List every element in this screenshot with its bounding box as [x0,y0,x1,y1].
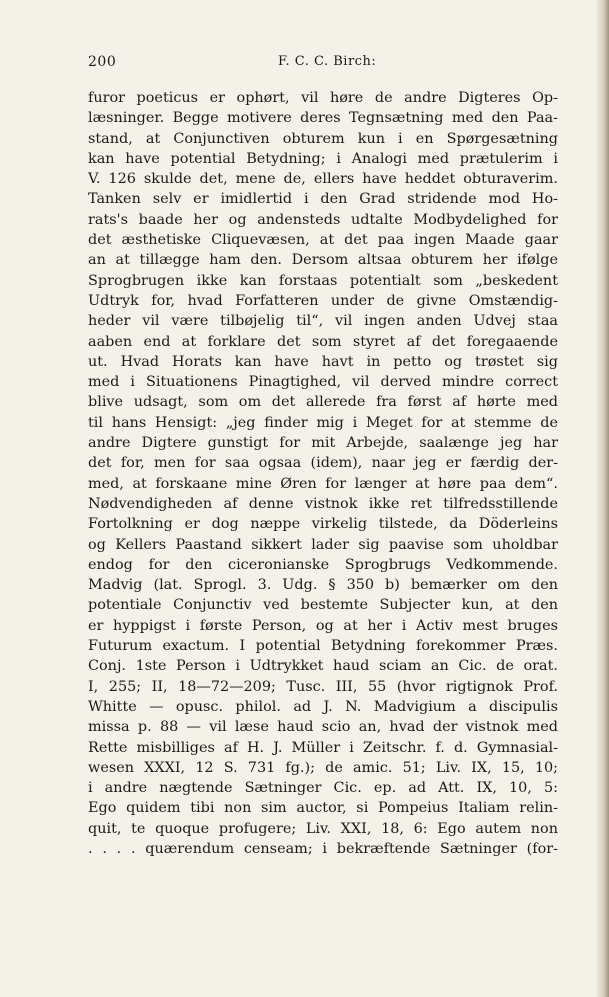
text-line: endog for den ciceronianske Sprogbrugs Vedkommende. [88,556,558,573]
text-line: Fortolkning er dog næppe virkelig tilstede, da Döderleins [88,516,558,533]
text-line: an at tillægge ham den. Dersom altsaa obturem her ifølge [88,252,558,269]
text-line: V. 126 skulde det, mene de, ellers have heddet obturaverim. [88,171,558,188]
text-line: missa p. 88 — vil læse haud scio an, hvad der vistnok med [88,719,558,736]
text-line: i andre nægtende Sætninger Cic. ep. ad Att. IX, 10, 5: [88,780,558,797]
body-text [88,88,558,859]
page-header [88,54,558,74]
text-line: er hyppigst i første Person, og at her i Activ mest bruges [88,617,558,634]
text-line: Tanken selv er imidlertid i den Grad stridende mod Ho- [88,191,558,208]
text-line: furor poeticus er ophørt, vil høre de andre Digteres Op- [88,90,558,106]
text-line: aaben end at forklare det som styret af det foregaaende [88,333,558,350]
text-line: rats's baade her og andensteds udtalte Modbydelighed for [88,211,558,228]
text-line: I, 255; II, 18—72—209; Tusc. III, 55 (hvor rigtignok Prof. [88,678,558,695]
text-line: det æsthetiske Cliquevæsen, at det paa ingen Maade gaar [88,232,558,249]
text-line: Sprogbrugen ikke kan forstaas potentialt som „beskedent [88,272,558,289]
text-line: heder vil være tilbøjelig til“, vil ingen anden Udvej staa [88,313,558,330]
text-line: potentiale Conjunctiv ved bestemte Subjecter kun, at den [88,597,558,614]
text-line: blive udsagt, som om det allerede fra først af hørte med [88,394,558,411]
text-line: det for, men for saa ogsaa (idem), naar jeg er færdig der- [88,455,558,472]
text-line: quit, te quoque profugere; Liv. XXI, 18, 6: Ego autem non [88,820,558,837]
page-edge-shadow [595,0,609,997]
text-line: . . . . quærendum censeam; i bekræftende Sætninger (for- [88,840,558,857]
text-line: Madvig (lat. Sprogl. 3. Udg. § 350 b) bemærker om den [88,577,558,594]
text-line: Udtryk for, hvad Forfatteren under de givne Omstændig- [88,292,558,309]
text-line: læsninger. Begge motivere deres Tegnsætning med den Paa- [88,110,558,127]
running-head: F. C. C. Birch: [278,54,377,69]
text-line: og Kellers Paastand sikkert lader sig paavise som uholdbar [88,536,558,553]
text-line: ut. Hvad Horats kan have havt in petto og trøstet sig [88,353,558,370]
text-line: Rette misbilliges af H. J. Müller i Zeitschr. f. d. Gymnasial- [88,739,558,756]
text-line: Ego quidem tibi non sim auctor, si Pompeius Italiam relin- [88,800,558,817]
text-line: kan have potential Betydning; i Analogi med prætulerim i [88,150,558,167]
text-line: stand, at Conjunctiven obturem kun i en Spørgesætning [88,130,558,147]
text-line: Futurum exactum. I potential Betydning forekommer Præs. [88,638,558,655]
text-line: Whitte — opusc. philol. ad J. N. Madvigium a discipulis [88,698,558,715]
text-line: Conj. 1ste Person i Udtrykket haud sciam an Cic. de orat. [88,658,558,675]
text-line: andre Digtere gunstigt for mit Arbejde, saalænge jeg har [88,435,558,452]
text-line: Nødvendigheden af denne vistnok ikke ret tilfredsstillende [88,495,558,512]
text-line: til hans Hensigt: „jeg finder mig i Meget for at stemme de [88,414,558,431]
page-number: 200 [88,54,117,70]
text-line: med i Situationens Pinagtighed, vil derved mindre correct [88,374,558,391]
text-line: med, at forskaane mine Øren for længer at høre paa dem“. [88,475,558,492]
text-line: wesen XXXI, 12 S. 731 fg.); de amic. 51; Liv. IX, 15, 10; [88,759,558,776]
